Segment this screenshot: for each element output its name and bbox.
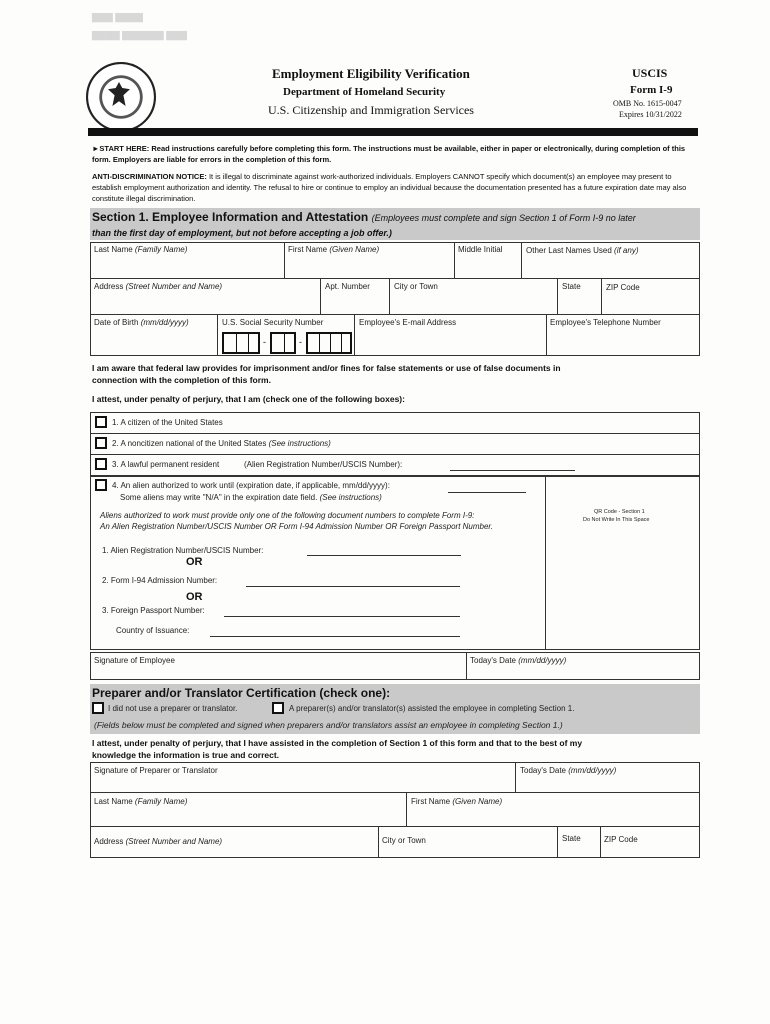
anti-discrimination-notice	[92, 171, 698, 204]
section1-header	[92, 210, 698, 240]
ssn-group-1[interactable]	[222, 332, 260, 354]
grid-line	[557, 278, 558, 314]
anti-text: It is illegal to discriminate against work-authorized individuals. Employers CANNOT specify which document(s) an employee may present to establish employment authorization and identity. The refusal to hire or continue to employ an individual because the documentation presented has a future expiration date may also constitute illegal discrimination.	[92, 172, 687, 203]
dob-field[interactable]	[94, 318, 189, 327]
omb-number: OMB No. 1615-0047	[613, 99, 682, 108]
ssn-dash: -	[299, 337, 302, 347]
preparer-last-name-label: Last Name	[94, 797, 133, 806]
alien-number-line[interactable]	[307, 555, 461, 556]
alien-authorized-block	[90, 476, 700, 650]
last-name-hint: (Family Name)	[134, 245, 188, 254]
expiration: Expires 10/31/2022	[619, 110, 682, 119]
ssn-group-3[interactable]	[306, 332, 352, 354]
first-name-field[interactable]	[288, 245, 379, 254]
preparer-date-hint: (mm/dd/yyyy)	[568, 766, 617, 775]
preparer-date-field[interactable]	[520, 766, 616, 775]
employee-signature-field[interactable]: Signature of Employee	[94, 656, 175, 665]
form-number: Form I-9	[630, 84, 673, 96]
preparer-last-name-hint: (Family Name)	[134, 797, 188, 806]
header-rule	[88, 128, 698, 136]
anti-label: ANTI-DISCRIMINATION NOTICE:	[92, 172, 207, 181]
grid-line	[90, 454, 700, 455]
option-alien-note-hint: (See instructions)	[319, 493, 382, 502]
grid-line	[466, 652, 467, 680]
passport-label: 3. Foreign Passport Number:	[102, 606, 205, 615]
grid-line	[320, 278, 321, 314]
employee-date-label: Today's Date	[470, 656, 516, 665]
phone-field[interactable]: Employee's Telephone Number	[550, 318, 661, 327]
other-names-hint: (if any)	[614, 246, 639, 255]
grid-line	[217, 314, 218, 356]
grid-line	[354, 314, 355, 356]
grid-line	[90, 433, 700, 434]
grid-line	[454, 242, 455, 278]
start-here-notice: ►START HERE: Read instructions carefully before completing this form. The instructions must be available, either in paper or electronically, during completion of this form. Employers are liable for errors in the completion of this form.	[92, 144, 686, 164]
expiration-date-line[interactable]	[448, 492, 526, 493]
dob-label: Date of Birth	[94, 318, 139, 327]
preparer-address-label: Address	[94, 837, 124, 846]
grid-line	[557, 826, 558, 858]
preparer-state-field[interactable]: State	[562, 834, 581, 843]
passport-line[interactable]	[224, 616, 460, 617]
preparer-first-name-hint: (Given Name)	[452, 797, 503, 806]
i94-line[interactable]	[246, 586, 460, 587]
qr-code-label: QR Code - Section 1	[594, 509, 645, 515]
email-field[interactable]: Employee's E-mail Address	[359, 318, 457, 327]
preparer-title: Preparer and/or Translator Certification (check one):	[92, 686, 391, 700]
first-name-label: First Name	[288, 245, 328, 254]
no-preparer-checkbox[interactable]	[92, 702, 104, 714]
apt-number-field[interactable]: Apt. Number	[325, 282, 370, 291]
other-names-label: Other Last Names Used	[526, 246, 612, 255]
ssn-dash: -	[263, 337, 266, 347]
option-resident-number-label: (Alien Registration Number/USCIS Number):	[244, 460, 403, 469]
employee-date-hint: (mm/dd/yyyy)	[518, 656, 567, 665]
last-name-field[interactable]	[94, 245, 187, 254]
employee-signature-row	[90, 652, 700, 680]
preparer-city-field[interactable]: City or Town	[382, 836, 426, 845]
preparer-first-name-label: First Name	[411, 797, 451, 806]
grid-line	[90, 792, 700, 793]
option-noncitizen	[112, 439, 331, 448]
country-line[interactable]	[210, 636, 460, 637]
option-alien: 4. An alien authorized to work until (expiration date, if applicable, mm/dd/yyyy):	[112, 481, 390, 490]
grid-line	[521, 242, 522, 278]
or-separator: OR	[186, 591, 203, 603]
grid-line	[90, 278, 700, 279]
grid-line	[406, 792, 407, 826]
preparer-attest-b: knowledge the information is true and correct.	[92, 750, 280, 760]
alien-authorized-checkbox[interactable]	[95, 479, 107, 491]
qr-code-note: Do Not Write In This Space	[583, 517, 650, 523]
address-label: Address	[94, 282, 124, 291]
grid-line	[546, 314, 547, 356]
option-resident: 3. A lawful permanent resident	[112, 460, 220, 469]
option-noncitizen-hint: (See instructions)	[268, 439, 331, 448]
grid-line	[600, 826, 601, 858]
preparer-assisted-label: A preparer(s) and/or translator(s) assisted the employee in completing Section 1.	[289, 704, 575, 713]
option-alien-note-text: Some aliens may write "N/A" in the expiration date field.	[120, 493, 318, 502]
form-title: Employment Eligibility Verification	[272, 66, 470, 81]
department: Department of Homeland Security	[283, 86, 446, 98]
preparer-note: (Fields below must be completed and signed when preparers and/or translators assist an employee in completing Section 1.)	[94, 720, 563, 730]
grid-line	[90, 826, 700, 827]
city-field[interactable]: City or Town	[394, 282, 438, 291]
aliens-instruction-b: An Alien Registration Number/USCIS Number OR Form I-94 Admission Number OR Foreign Passport Number.	[100, 522, 494, 531]
section1-note-b: than the first day of employment, but not before accepting a job offer.)	[92, 228, 392, 238]
option-alien-note	[120, 493, 382, 502]
ssn-label: U.S. Social Security Number	[222, 318, 324, 327]
bleed-through: ▇▇▇ ▇▇▇▇	[92, 12, 143, 22]
alien-number-label: 1. Alien Registration Number/USCIS Number:	[102, 546, 264, 555]
resident-number-line[interactable]	[450, 470, 575, 471]
state-field[interactable]: State	[562, 282, 581, 291]
agency: U.S. Citizenship and Immigration Services	[268, 103, 474, 117]
preparer-attest-a: I attest, under penalty of perjury, that I have assisted in the completion of Section 1 of this form and that to the best of my	[92, 738, 583, 748]
awareness-statement	[92, 362, 698, 386]
grid-line	[90, 314, 700, 315]
zip-field[interactable]: ZIP Code	[606, 283, 640, 292]
grid-line	[284, 242, 285, 278]
attest-statement: I attest, under penalty of perjury, that I am (check one of the following boxes):	[92, 394, 405, 404]
no-preparer-label: I did not use a preparer or translator.	[108, 704, 238, 713]
preparer-date-label: Today's Date	[520, 766, 566, 775]
preparer-attestation	[92, 737, 698, 761]
last-name-label: Last Name	[94, 245, 133, 254]
preparer-address-field[interactable]	[94, 837, 222, 846]
uscis-label: USCIS	[632, 66, 668, 80]
grid-line	[378, 826, 379, 858]
option-citizen: 1. A citizen of the United States	[112, 418, 223, 427]
aliens-instruction-a: Aliens authorized to work must provide only one of the following document numbers to complete Form I-9:	[100, 511, 475, 520]
section1-title: Section 1. Employee Information and Attestation	[92, 210, 369, 224]
dob-hint: (mm/dd/yyyy)	[140, 318, 189, 327]
citizen-checkbox[interactable]	[95, 416, 107, 428]
first-name-hint: (Given Name)	[329, 245, 380, 254]
ssn-group-2[interactable]	[270, 332, 296, 354]
address-hint: (Street Number and Name)	[125, 282, 223, 291]
i94-label: 2. Form I-94 Admission Number:	[102, 576, 218, 585]
preparer-first-name-field[interactable]	[411, 797, 502, 806]
employee-date-field[interactable]	[470, 656, 566, 665]
grid-line	[601, 278, 602, 314]
preparer-address-hint: (Street Number and Name)	[125, 837, 223, 846]
other-names-field[interactable]	[526, 246, 639, 255]
grid-line	[389, 278, 390, 314]
preparer-assisted-checkbox[interactable]	[272, 702, 284, 714]
address-field[interactable]	[94, 282, 222, 291]
country-label: Country of Issuance:	[116, 626, 190, 635]
noncitizen-national-checkbox[interactable]	[95, 437, 107, 449]
or-separator: OR	[186, 556, 203, 568]
middle-initial-field[interactable]: Middle Initial	[458, 245, 503, 254]
preparer-last-name-field[interactable]	[94, 797, 187, 806]
section1-note-a: (Employees must complete and sign Section 1 of Form I-9 no later	[371, 213, 636, 223]
preparer-zip-field[interactable]: ZIP Code	[604, 835, 638, 844]
grid-line	[545, 476, 546, 650]
awareness-a: I am aware that federal law provides for imprisonment and/or fines for false statements or use of false documents in	[92, 363, 561, 373]
permanent-resident-checkbox[interactable]	[95, 458, 107, 470]
awareness-b: connection with the completion of this form.	[92, 375, 271, 385]
section1-fields-grid	[90, 242, 700, 356]
bleed-through: ▇▇▇▇ ▇▇▇▇▇▇ ▇▇▇	[92, 30, 187, 40]
option-noncitizen-text: 2. A noncitizen national of the United States	[112, 439, 267, 448]
grid-line	[515, 762, 516, 792]
preparer-signature-field[interactable]: Signature of Preparer or Translator	[94, 766, 218, 775]
